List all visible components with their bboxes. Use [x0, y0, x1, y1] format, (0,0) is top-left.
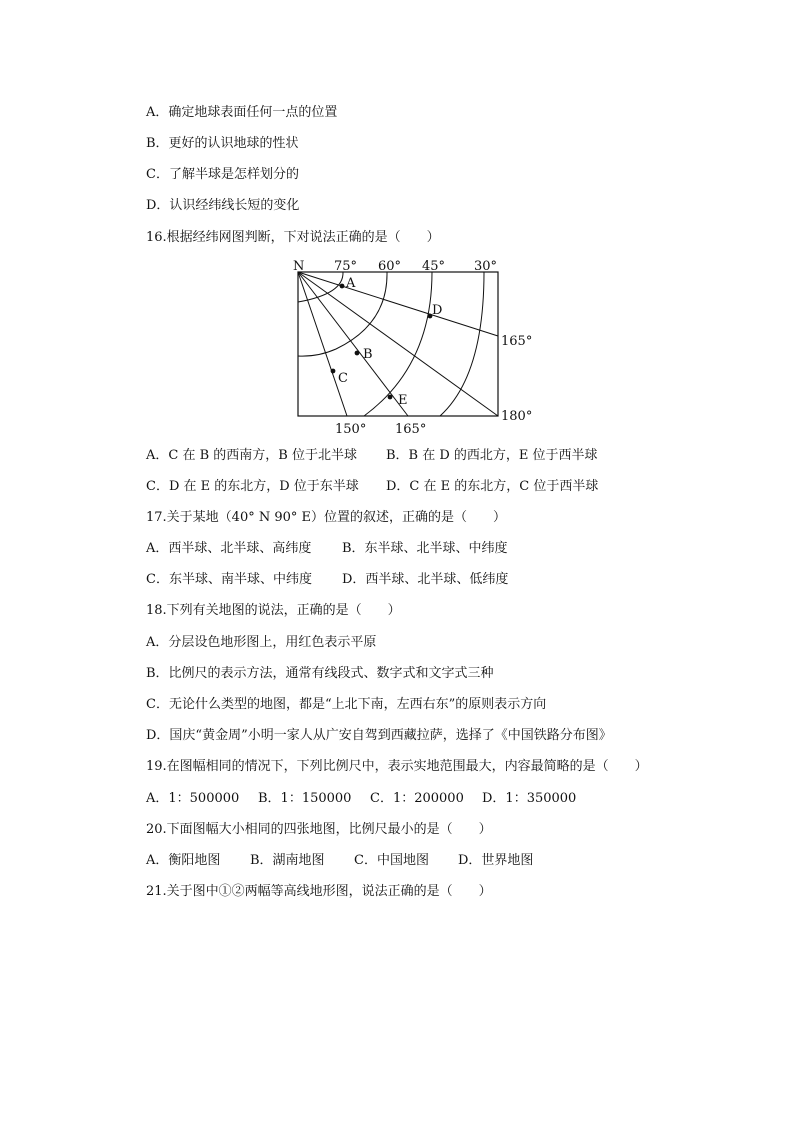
- q18-option-a: A．分层设色地形图上，用红色表示平原: [146, 635, 377, 650]
- q15-option-d: D．认识经纬线长短的变化: [146, 198, 300, 213]
- q20-options: [146, 853, 533, 869]
- meridian-165-right: [298, 272, 498, 336]
- lat-label-45: 45°: [422, 259, 446, 274]
- q20-option-b: B．湖南地图: [250, 853, 325, 868]
- lat-label-30: 30°: [474, 259, 498, 274]
- q17-option-a: A．西半球、北半球、高纬度: [146, 541, 312, 556]
- parallel-30: [440, 272, 484, 416]
- q20-option-a: A．衡阳地图: [146, 853, 221, 868]
- q16-option-d: D．C 在 E 的东北方，C 位于西半球: [386, 479, 599, 494]
- q18-stem: 18.下列有关地图的说法，正确的是（ ）: [146, 603, 401, 618]
- q20-option-d: D．世界地图: [458, 853, 534, 868]
- point-d-label: D: [432, 303, 443, 318]
- lat-label-60: 60°: [378, 259, 402, 274]
- lon-label-165-right: 165°: [501, 334, 533, 349]
- lon-label-180: 180°: [501, 409, 533, 424]
- point-a-label: A: [346, 276, 356, 291]
- q16-stem: 16.根据经纬网图判断，下对说法正确的是（ ）: [146, 230, 440, 245]
- point-c: [331, 369, 336, 374]
- point-e-label: E: [398, 393, 408, 408]
- q18-option-d: D．国庆“黄金周”小明一家人从广安自驾到西藏拉萨，选择了《中国铁路分布图》: [146, 728, 612, 743]
- q16-option-c: C．D 在 E 的东北方，D 位于东半球: [146, 479, 359, 494]
- pole-label: N: [293, 259, 305, 274]
- q21-stem: 21.关于图中①②两幅等高线地形图，说法正确的是（ ）: [146, 884, 492, 899]
- point-e: [388, 395, 393, 400]
- q17-stem: 17.关于某地（40° N 90° E）位置的叙述，正确的是（ ）: [146, 510, 507, 525]
- q15-option-b: B．更好的认识地球的性状: [146, 136, 299, 151]
- q20-option-c: C．中国地图: [354, 853, 429, 868]
- q15-option-c: C．了解半球是怎样划分的: [146, 167, 299, 182]
- graticule-map: [280, 254, 540, 440]
- graticule-figure: [280, 254, 540, 444]
- q18-option-b: B．比例尺的表示方法，通常有线段式、数字式和文字式三种: [146, 666, 494, 681]
- q19-option-a: A．1：500000: [146, 791, 240, 806]
- q19-option-d: D．1：350000: [482, 791, 577, 806]
- q17-option-d: D．西半球、北半球、低纬度: [342, 572, 509, 587]
- q19-options: [146, 791, 576, 807]
- meridian-165-bottom: [298, 272, 408, 416]
- q17-options-row2: [146, 572, 508, 588]
- point-b: [355, 351, 360, 356]
- meridian-150: [298, 272, 347, 416]
- point-a: [340, 284, 345, 289]
- q20-stem: 20.下面图幅大小相同的四张地图，比例尺最小的是（ ）: [146, 822, 492, 837]
- q17-options-row1: [146, 541, 508, 557]
- q19-option-b: B．1：150000: [258, 791, 352, 806]
- q17-option-c: C．东半球、南半球、中纬度: [146, 572, 312, 587]
- q16-option-a: A．C 在 B 的西南方，B 位于北半球: [146, 448, 357, 463]
- q18-option-c: C．无论什么类型的地图，都是“上北下南，左西右东”的原则表示方向: [146, 697, 547, 712]
- q16-options-row1: [146, 448, 598, 464]
- q17-option-b: B．东半球、北半球、中纬度: [342, 541, 508, 556]
- lon-label-150: 150°: [335, 422, 367, 437]
- lon-label-165-bottom: 165°: [395, 422, 427, 437]
- point-c-label: C: [338, 371, 348, 386]
- q19-option-c: C．1：200000: [370, 791, 464, 806]
- q19-stem: 19.在图幅相同的情况下，下列比例尺中，表示实地范围最大，内容最简略的是（ ）: [146, 759, 648, 774]
- lat-label-75: 75°: [334, 259, 358, 274]
- q16-option-b: B．B 在 D 的西北方，E 位于西半球: [386, 448, 598, 463]
- q15-option-a: A．确定地球表面任何一点的位置: [146, 105, 338, 120]
- point-b-label: B: [363, 347, 373, 362]
- q16-options-row2: [146, 479, 598, 495]
